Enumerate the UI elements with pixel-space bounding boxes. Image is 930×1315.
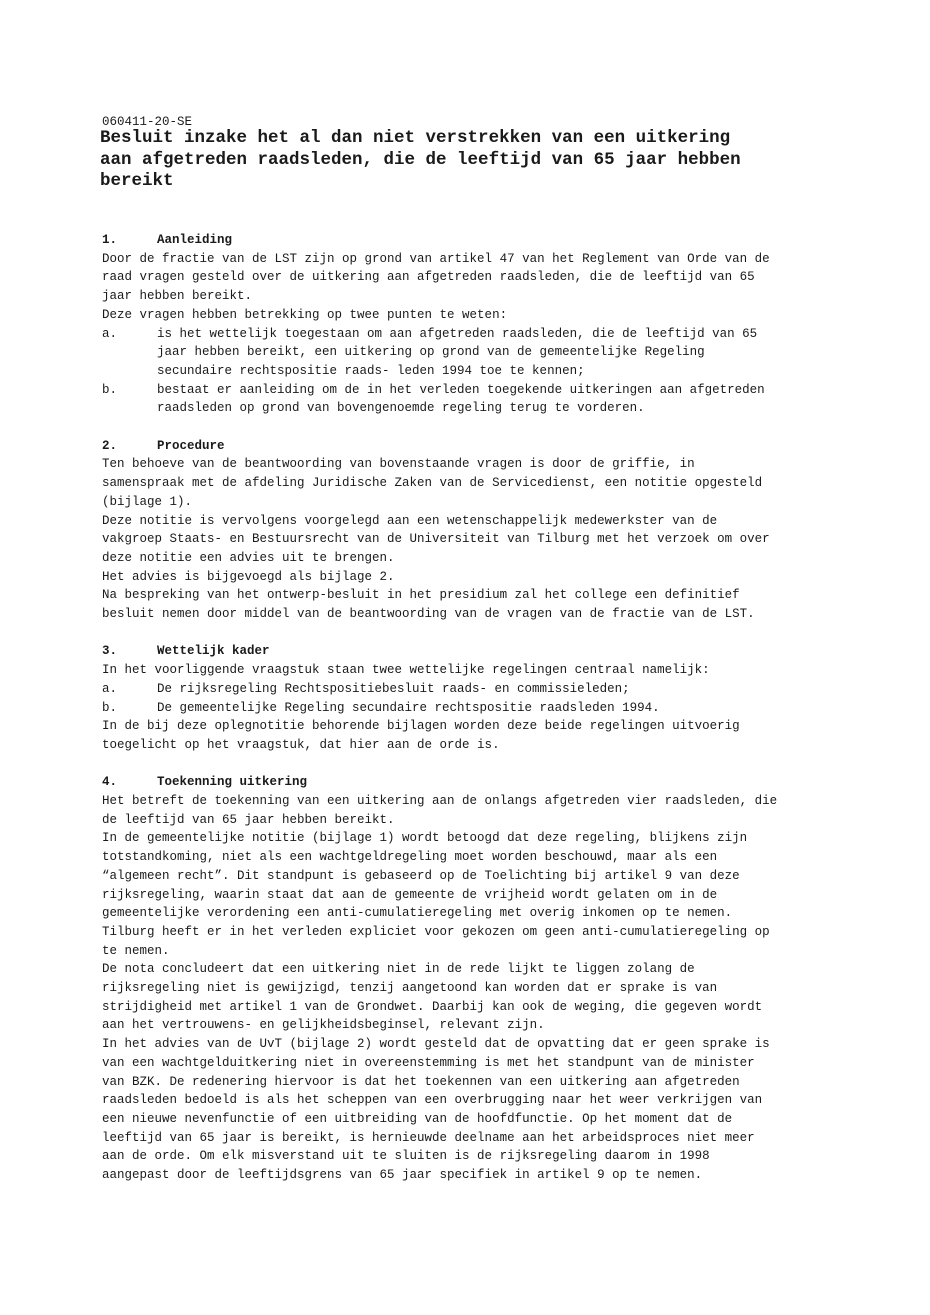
paragraph-line: Deze notitie is vervolgens voorgelegd aan een wetenschappelijk medewerkster van de — [102, 513, 718, 528]
paragraph-line: Ten behoeve van de beantwoording van bovenstaande vragen is door de griffie, in — [102, 457, 695, 472]
title-line: Besluit inzake het al dan niet verstrekken van een uitkering — [100, 128, 731, 148]
list-item-marker: b. — [102, 382, 118, 397]
paragraph-line: Na bespreking van het ontwerp-besluit in het presidium zal het college een definitief — [102, 588, 740, 603]
paragraph-line: In de bij deze oplegnotitie behorende bijlagen worden deze beide regelingen uitvoerig — [102, 719, 740, 734]
list-item-body — [157, 325, 757, 381]
paragraph-line: raad vragen gesteld over de uitkering aan afgetreden raadsleden, die de leeftijd van 65 — [102, 270, 755, 285]
paragraph-line: van BZK. De redenering hiervoor is dat het toekennen van een uitkering aan afgetreden — [102, 1074, 740, 1089]
paragraph-line: samenspraak met de afdeling Juridische Zaken van de Servicedienst, een notitie opgesteld — [102, 476, 763, 491]
paragraph-line: aangepast door de leeftijdsgrens van 65 jaar specifiek in artikel 9 op te nemen. — [102, 1168, 703, 1183]
document-reference: 060411-20-SE — [102, 115, 193, 129]
section-number: 4. — [102, 775, 118, 790]
list-item-line: bestaat er aanleiding om de in het verleden toegekende uitkeringen aan afgetreden — [157, 382, 765, 397]
list-item-marker: b. — [102, 700, 118, 715]
paragraph-line: In de gemeentelijke notitie (bijlage 1) wordt betoogd dat deze regeling, blijkens zijn — [102, 831, 748, 846]
paragraph-line: besluit nemen door middel van de beantwoording van de vragen van de fractie van de LST. — [102, 607, 755, 622]
section-heading-text: Procedure — [157, 438, 225, 453]
list-item-line: secundaire rechtspositie raads- leden 1994 toe te kennen; — [157, 363, 585, 378]
paragraph-line: strijdigheid met artikel 1 van de Grondwet. Daarbij kan ook de weging, die gegeven wordt — [102, 999, 763, 1014]
paragraph-line: te nemen. — [102, 943, 170, 958]
paragraph-line: de leeftijd van 65 jaar hebben bereikt. — [102, 812, 395, 827]
list-item-body — [157, 699, 660, 718]
section-number: 3. — [102, 644, 118, 659]
paragraph-line: rijksregeling, waarin staat dat aan de gemeente de vrijheid wordt gelaten om in de — [102, 887, 718, 902]
paragraph-line: Het betreft de toekenning van een uitkering aan de onlangs afgetreden vier raadsleden, die — [102, 794, 778, 809]
paragraph-line: In het voorliggende vraagstuk staan twee wettelijke regelingen centraal namelijk: — [102, 663, 710, 678]
paragraph-line: aan de orde. Om elk misverstand uit te sluiten is de rijksregeling daarom in 1998 — [102, 1149, 710, 1164]
list-item-line: De rijksregeling Rechtspositiebesluit raads- en commissieleden; — [157, 681, 630, 696]
section-heading — [102, 231, 842, 250]
list-item-line: De gemeentelijke Regeling secundaire rechtspositie raadsleden 1994. — [157, 700, 660, 715]
list-item — [102, 325, 842, 381]
list-item — [102, 680, 842, 699]
section-number: 2. — [102, 438, 118, 453]
paragraph-line: leeftijd van 65 jaar is bereikt, is hernieuwde deelname aan het arbeidsproces niet meer — [102, 1130, 755, 1145]
section-2 — [102, 437, 842, 624]
list-item-line: raadsleden op grond van bovengenoemde regeling terug te vorderen. — [157, 401, 645, 416]
section-heading-text: Aanleiding — [157, 233, 233, 247]
paragraph-line: In het advies van de UvT (bijlage 2) wordt gesteld dat de opvatting dat er geen sprake is — [102, 1037, 770, 1052]
paragraph-line: gemeentelijke verordening een anti-cumulatieregeling met overig inkomen op te nemen. — [102, 906, 733, 921]
section-1 — [102, 231, 842, 418]
paragraph-line: toegelicht op het vraagstuk, dat hier aan de orde is. — [102, 737, 500, 752]
list-item — [102, 381, 842, 418]
title-line: aan afgetreden raadsleden, die de leeftijd van 65 jaar hebben — [100, 149, 741, 170]
paragraph-line: totstandkoming, niet als een wachtgeldregeling moet worden beschouwd, maar als een — [102, 850, 718, 865]
paragraph-line: deze notitie een advies uit te brengen. — [102, 550, 395, 565]
list-item-marker: a. — [102, 681, 118, 696]
list-item-marker: a. — [102, 326, 118, 341]
list-item — [102, 699, 842, 718]
document-title — [100, 128, 900, 193]
paragraph-line: rijksregeling niet is gewijzigd, tenzij aangetoond kan worden dat er sprake is van — [102, 981, 718, 996]
paragraph-line: van een wachtgelduitkering niet in overeenstemming is met het standpunt van de minister — [102, 1055, 755, 1070]
paragraph-line: Tilburg heeft er in het verleden expliciet voor gekozen om geen anti-cumulatieregeling op — [102, 924, 770, 939]
paragraph-line: Het advies is bijgevoegd als bijlage 2. — [102, 569, 395, 584]
list-item-body — [157, 381, 765, 418]
list-item-line: is het wettelijk toegestaan om aan afgetreden raadsleden, die de leeftijd van 65 — [157, 326, 758, 341]
section-heading — [102, 642, 842, 661]
section-number: 1. — [102, 233, 118, 247]
section-4 — [102, 773, 842, 1184]
list-item-line: jaar hebben bereikt, een uitkering op grond van de gemeentelijke Regeling — [157, 345, 705, 360]
paragraph-line: een nieuwe nevenfunctie of een uitbreiding van de hoofdfunctie. Op het moment dat de — [102, 1112, 733, 1126]
paragraph-line: vakgroep Staats- en Bestuursrecht van de Universiteit van Tilburg met het verzoek om over — [102, 532, 770, 547]
document-body — [102, 231, 842, 1204]
paragraph-line: “algemeen recht”. Dit standpunt is gebaseerd op de Toelichting bij artikel 9 van deze — [102, 868, 740, 883]
paragraph-line: aan het vertrouwens- en gelijkheidsbeginsel, relevant zijn. — [102, 1018, 545, 1033]
section-heading-text: Toekenning uitkering — [157, 775, 308, 790]
section-3 — [102, 642, 842, 754]
paragraph-line: De nota concludeert dat een uitkering niet in de rede lijkt te liggen zolang de — [102, 962, 695, 977]
paragraph-line: jaar hebben bereikt. — [102, 289, 253, 304]
paragraph-line: (bijlage 1). — [102, 494, 193, 509]
list-item-body — [157, 680, 630, 699]
title-line: bereikt — [100, 171, 174, 191]
paragraph-line: Deze vragen hebben betrekking op twee punten te weten: — [102, 307, 508, 322]
section-heading — [102, 437, 842, 456]
section-heading-text: Wettelijk kader — [157, 644, 270, 659]
section-heading — [102, 773, 842, 792]
paragraph-line: raadsleden bedoeld is als het scheppen van een overbrugging naar het weer verkrijgen van — [102, 1093, 763, 1108]
paragraph-line: Door de fractie van de LST zijn op grond van artikel 47 van het Reglement van Orde van de — [102, 251, 770, 266]
